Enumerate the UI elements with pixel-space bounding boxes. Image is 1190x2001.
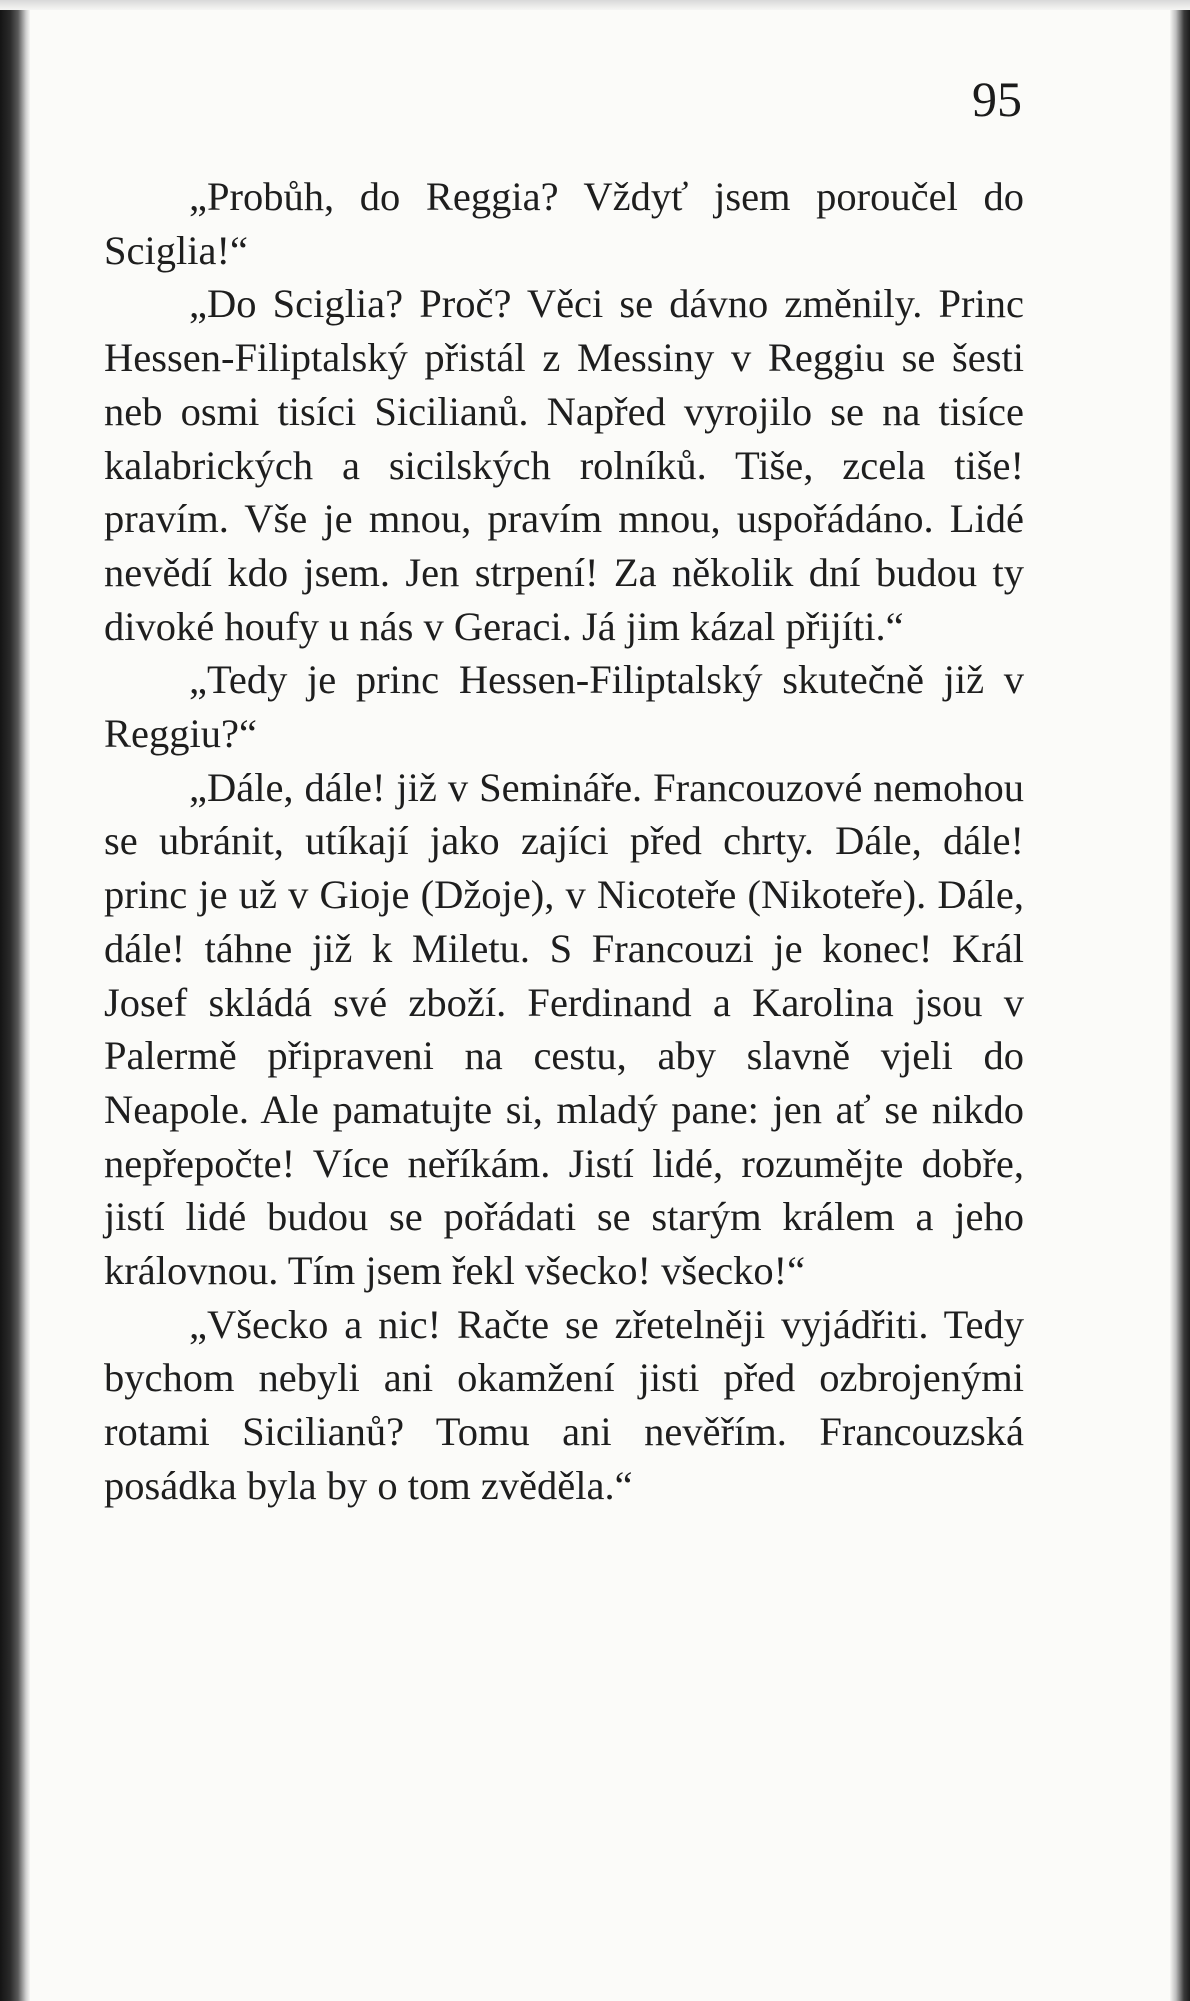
page-number: 95 [972,71,1022,127]
paragraph-4: „Dále, dále! již v Semináře. Francouzové nemohou se ubránit, utíkají jako zajíci před chrty. Dále, dále! princ je už v Gioje (Džoje), v Nicoteře (Nikoteře). Dále, dále! táhne již k Miletu. S Francouzi je konec! Král Josef skládá své zboží. Ferdinand a Karolina jsou v Palermě připraveni na cestu, aby slavně vjeli do Neapole. Ale pamatujte si, mladý pane: jen ať se nikdo nepřepočte! Více neříkám. Jistí lidé, rozumějte dobře, jistí lidé budou se pořádati se starým králem a jeho královnou. Tím jsem řekl všecko! všecko!“ [104,764,1024,1294]
body-text [104,170,1024,1513]
page-edge-shadow [1170,0,1190,2001]
paragraph-3: „Tedy je princ Hessen-Filiptalský skutečně již v Reggiu?“ [104,657,1024,757]
paragraph-1: „Probůh, do Reggia? Vždyť jsem poroučel do Sciglia!“ [104,174,1024,273]
paragraph-5: „Všecko a nic! Račte se zřetelněji vyjádřiti. Tedy bychom nebyli ani okamžení jisti před ozbrojenými rotami Sicilianů? Tomu ani nevěřím. Francouzská posádka byla by o tom zvěděla.“ [104,1301,1024,1508]
paragraph-2: „Do Sciglia? Proč? Věci se dávno změnily. Princ Hessen-Filiptalský přistál z Messiny v Reggiu se šesti neb osmi tisíci Sicilianů. Napřed vyrojilo se na tisíce kalabrických a sicilských rolníků. Tiše, zcela tiše! pravím. Vše je mnou, pravím mnou, uspořádáno. Lidé nevědí kdo jsem. Jen strpení! Za několik dní budou ty divoké houfy u nás v Geraci. Já jim kázal přijíti.“ [104,281,1024,649]
page-top-edge [0,0,1190,10]
page-binding-shadow [0,0,30,2001]
